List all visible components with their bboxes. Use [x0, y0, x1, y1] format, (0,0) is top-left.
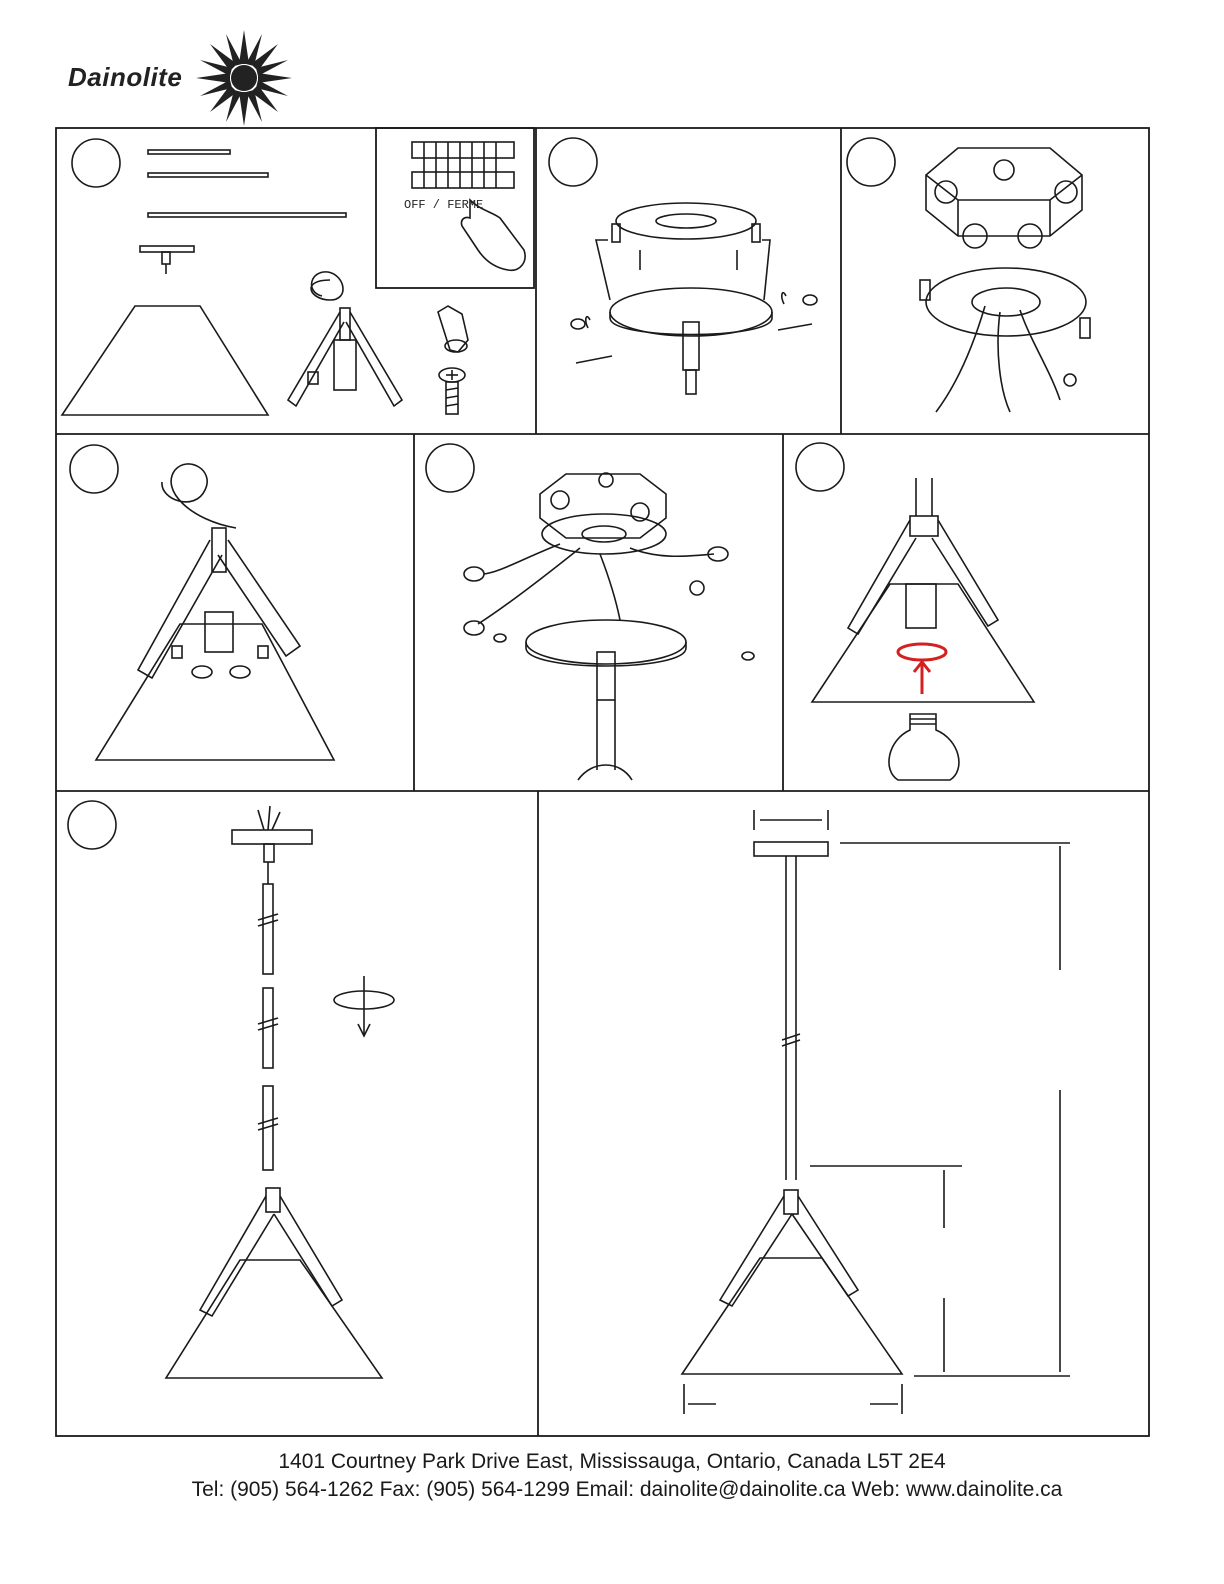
step-6-marker: [796, 443, 844, 491]
step-1-marker: [72, 139, 120, 187]
step-4-marker: [70, 445, 118, 493]
parts-overview: [62, 150, 468, 415]
breaker-off-label: OFF / FERME: [404, 198, 484, 212]
step-7-marker: [68, 801, 116, 849]
dimensions: [682, 810, 1070, 1414]
wiring-connection: [464, 473, 754, 780]
panel-grid-frame: [56, 128, 1149, 1436]
step-2-marker: [549, 138, 597, 186]
step-5-marker: [426, 444, 474, 492]
full-assembly: [166, 806, 394, 1378]
junction-box-crossbar: [920, 148, 1090, 412]
crossbar-canopy: [571, 203, 817, 394]
footer-address: 1401 Courtney Park Drive East, Mississauga, Ontario, Canada L5T 2E4: [278, 1450, 946, 1473]
bulb-install: [812, 478, 1034, 780]
shade-socket-assembly: [96, 464, 334, 760]
step-3-marker: [847, 138, 895, 186]
footer-contact: Tel: (905) 564-1262 Fax: (905) 564-1299 Email: dainolite@dainolite.ca Web: www.dainolite.ca: [191, 1478, 1063, 1501]
brand-name: Dainolite: [68, 62, 183, 92]
rotate-arrow-icon: [898, 644, 946, 694]
